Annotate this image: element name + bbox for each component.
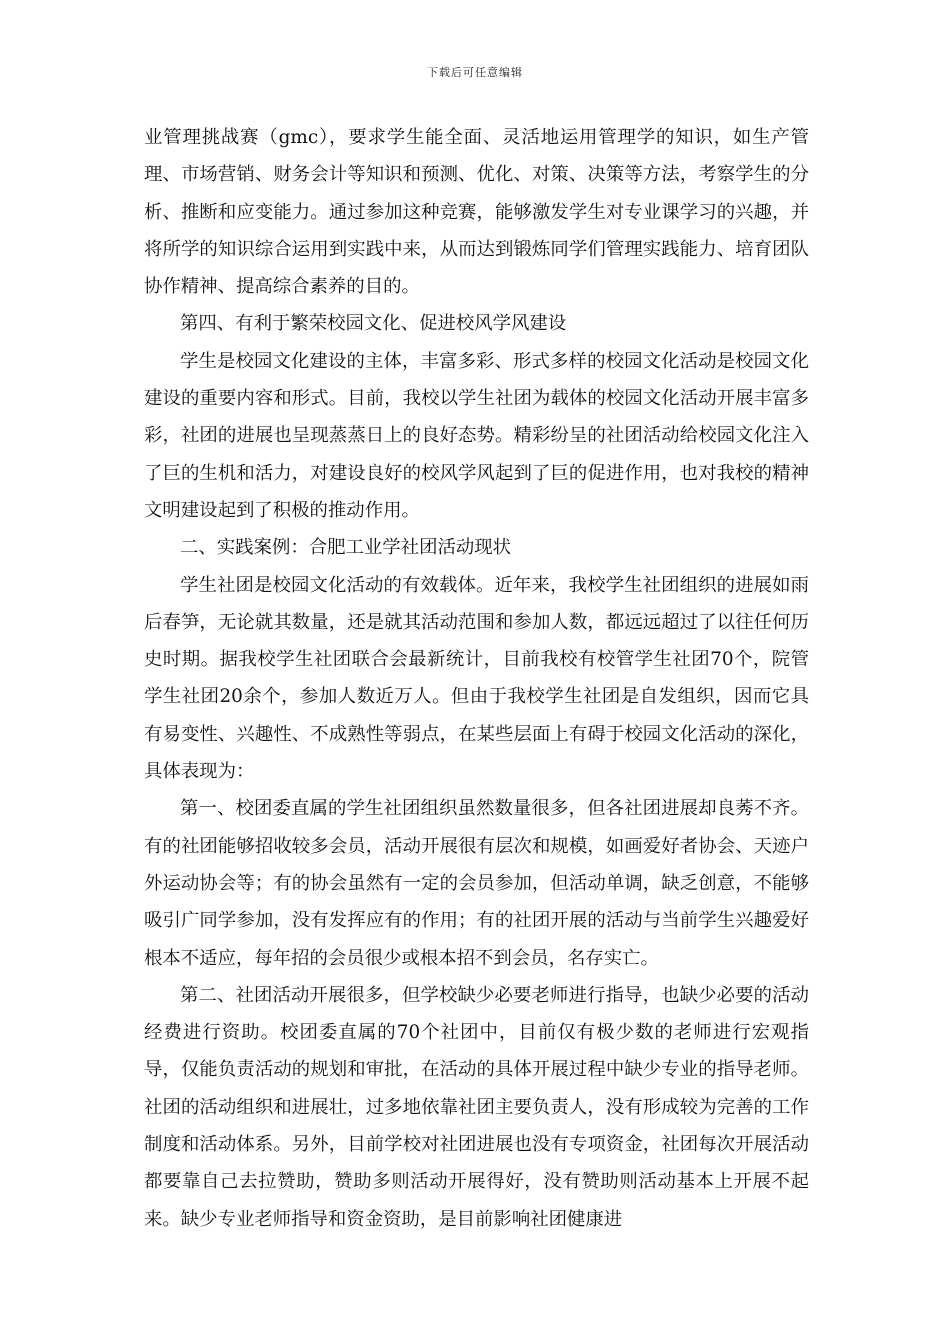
- paragraph-continuation: 业管理挑战赛（gmc），要求学生能全面、灵活地运用管理学的知识，如生产管理、市场营销、财务会计等知识和预测、优化、对策、决策等方法，考察学生的分析、推断和应变能力。通过参加这种竞赛，能够激发学生对专业课学习的兴趣，并将所学的知识综合运用到实践中来，从而达到锻炼同学们管理实践能力、培育团队协作精神、提高综合素养的目的。: [144, 127, 809, 298]
- paragraph-second-issue: 第二、社团活动开展很多，但学校缺少必要老师进行指导，也缺少必要的活动经费进行资助。校团委直属的70个社团中，目前仅有极少数的老师进行宏观指导，仅能负责活动的规划和审批，在活动的具体开展过程中缺少专业的指导老师。社团的活动组织和进展壮，过多地依靠社团主要负责人，没有形成较为完善的工作制度和活动体系。另外，目前学校对社团进展也没有专项资金，社团每次开展活动都要靠自己去拉赞助，赞助多则活动开展得好，没有赞助则活动基本上开展不起来。缺少专业老师指导和资金资助，是目前影响社团健康进: [144, 984, 809, 1230]
- page-header: 下载后可任意编辑: [427, 66, 523, 79]
- paragraph-campus-culture: 学生是校园文化建设的主体，丰富多彩、形式多样的校园文化活动是校园文化建设的重要内容和形式。目前，我校以学生社团为载体的校园文化活动开展丰富多彩，社团的进展也呈现蒸蒸日上的良好态势。精彩纷呈的社团活动给校园文化注入了巨的生机和活力，对建设良好的校风学风起到了巨的促进作用，也对我校的精神文明建设起到了积极的推动作用。: [144, 350, 809, 521]
- section-heading-practice-case: 二、实践案例：合肥工业学社团活动现状: [180, 537, 512, 559]
- section-heading-fourth: 第四、有利于繁荣校园文化、促进校风学风建设: [180, 313, 567, 335]
- paragraph-club-status: 学生社团是校园文化活动的有效载体。近年来，我校学生社团组织的进展如雨后春笋，无论就其数量，还是就其活动范围和参加人数，都远远超过了以往任何历史时期。据我校学生社团联合会最新统计，目前我校有校管学生社团70个，院管学生社团20余个，参加人数近万人。但由于我校学生社团是自发组织，因而它具有易变性、兴趣性、不成熟性等弱点，在某些层面上有碍于校园文化活动的深化，具体表现为：: [144, 574, 809, 783]
- paragraph-first-issue: 第一、校团委直属的学生社团组织虽然数量很多，但各社团进展却良莠不齐。有的社团能够招收较多会员，活动开展很有层次和规模，如画爱好者协会、天迹户外运动协会等；有的协会虽然有一定的会员参加，但活动单调，缺乏创意，不能够吸引广同学参加，没有发挥应有的作用；有的社团开展的活动与当前学生兴趣爱好根本不适应，每年招的会员很少或根本招不到会员，名存实亡。: [144, 798, 809, 969]
- document-body: [144, 119, 809, 1238]
